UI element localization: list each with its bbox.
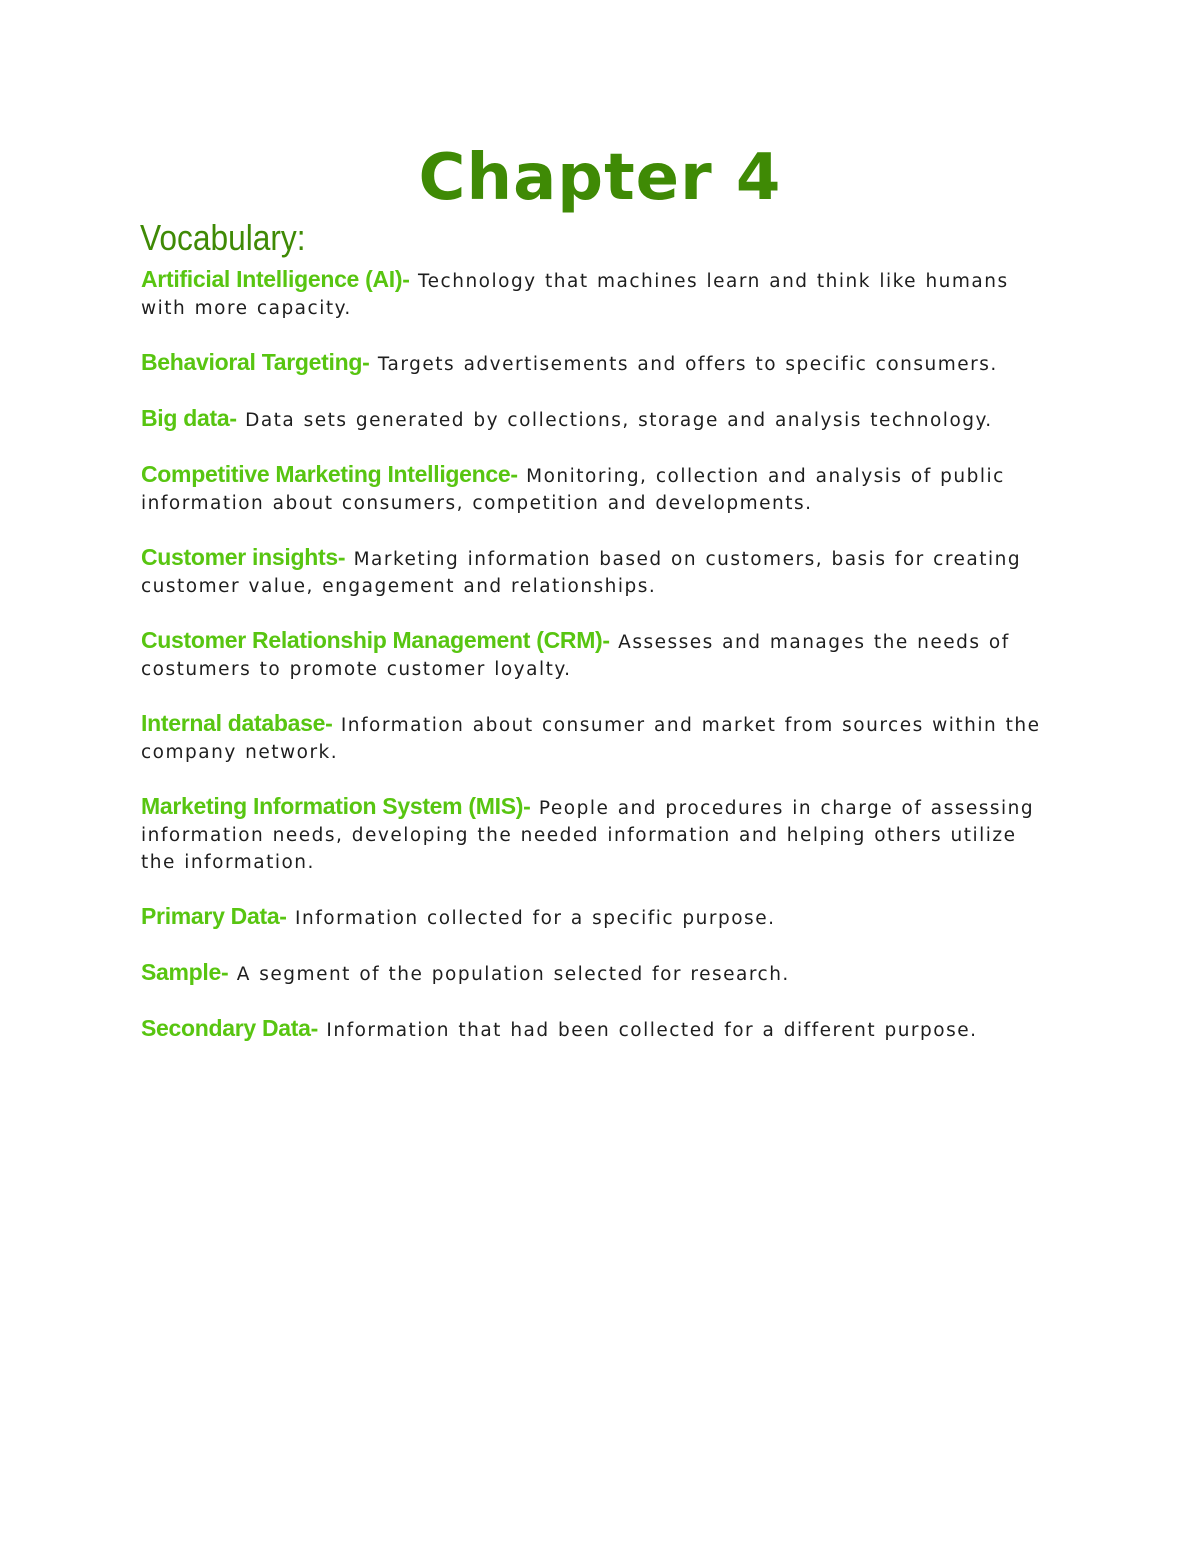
- chapter-title: Chapter 4: [418, 141, 782, 215]
- term-definition: People and procedures in charge of assessing information needs, developing the needed information and helping others utilize the information.: [141, 798, 1035, 873]
- vocabulary-list: [141, 266, 1056, 1071]
- term-definition: Targets advertisements and offers to specific consumers.: [369, 354, 998, 375]
- term-definition: Data sets generated by collections, storage and analysis technology.: [236, 410, 993, 431]
- vocabulary-item: [141, 544, 1056, 600]
- term-definition: A segment of the population selected for research.: [228, 964, 790, 985]
- vocabulary-item: [141, 710, 1056, 766]
- term-name: Artificial Intelligence (AI)-: [141, 266, 410, 292]
- vocabulary-heading: Vocabulary:: [140, 217, 306, 258]
- term-name: Behavioral Targeting-: [141, 349, 370, 375]
- term-name: Sample-: [141, 959, 229, 985]
- term-name: Big data-: [141, 405, 237, 431]
- term-name: Internal database-: [141, 710, 333, 736]
- term-name: Marketing Information System (MIS)-: [141, 793, 531, 819]
- vocabulary-item: [141, 349, 1056, 378]
- term-name: Secondary Data-: [141, 1015, 319, 1041]
- term-name: Customer insights-: [141, 544, 346, 570]
- vocabulary-item: [141, 627, 1056, 683]
- vocabulary-item: [141, 903, 1056, 932]
- vocabulary-item: [141, 461, 1056, 517]
- term-name: Customer Relationship Management (CRM)-: [141, 627, 610, 653]
- vocabulary-item: [141, 1015, 1056, 1044]
- term-definition: Information collected for a specific purpose.: [286, 908, 776, 929]
- term-definition: Marketing information based on customers, basis for creating customer value, engagement and relationships.: [141, 549, 1022, 597]
- term-name: Competitive Marketing Intelligence-: [141, 461, 518, 487]
- term-definition: Monitoring, collection and analysis of public information about consumers, competition and developments.: [141, 466, 1005, 514]
- term-definition: Information about consumer and market from sources within the company network.: [141, 715, 1041, 763]
- vocabulary-item: [141, 793, 1056, 876]
- vocabulary-item: [141, 266, 1056, 322]
- vocabulary-item: [141, 405, 1056, 434]
- term-definition: Information that had been collected for a different purpose.: [318, 1020, 978, 1041]
- term-definition: Technology that machines learn and think like humans with more capacity.: [141, 271, 1009, 319]
- term-definition: Assesses and manages the needs of costumers to promote customer loyalty.: [141, 632, 1010, 680]
- vocabulary-item: [141, 959, 1056, 988]
- term-name: Primary Data-: [141, 903, 287, 929]
